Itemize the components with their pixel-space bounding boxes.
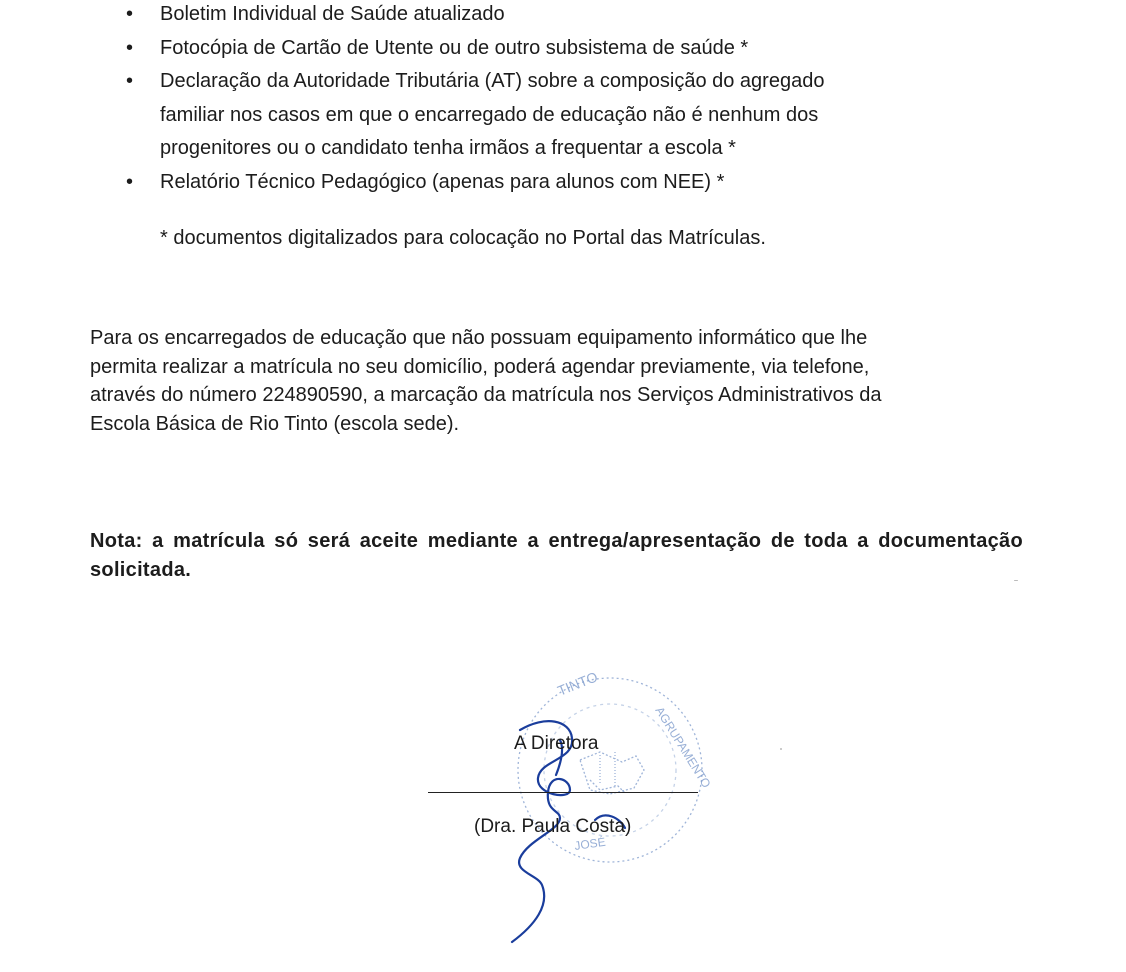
bullet-item (120, 65, 1000, 166)
bullet-text-line: familiar nos casos em que o encarregado de educação não é nenhum dos (160, 103, 819, 126)
paragraph-line: Para os encarregados de educação que não possuam equipamento informático que lhe (90, 327, 868, 349)
bullet-text-line: progenitores ou o candidato tenha irmãos a frequentar a escola * (160, 137, 736, 159)
bullet-marker: • (126, 170, 134, 193)
bullet-marker: • (126, 36, 134, 59)
bullet-text-line: Declaração da Autoridade Tributária (AT) sobre a composição do agregado (160, 70, 825, 92)
bullet-text: Boletim Individual de Saúde atualizado (160, 3, 505, 25)
document-bullet-list (120, 0, 1000, 199)
scan-speck (780, 748, 782, 750)
bullet-item (120, 166, 1000, 200)
paragraph-line: permita realizar a matrícula no seu domicílio, poderá agendar previamente, via telefone, (90, 355, 870, 378)
signatory-title: A Diretora (514, 733, 599, 754)
scan-speck (1014, 580, 1018, 581)
signatory-name: (Dra. Paula Costa) (474, 816, 632, 837)
info-paragraph (90, 324, 1020, 438)
bullet-item (120, 0, 1000, 32)
signature-block (420, 660, 720, 960)
bullet-marker: • (126, 70, 134, 92)
paragraph-line: Escola Básica de Rio Tinto (escola sede). (90, 412, 460, 435)
bullet-marker: • (126, 3, 134, 25)
official-stamp-icon (420, 660, 720, 960)
footnote: * documentos digitalizados para colocação no Portal das Matrículas. (160, 227, 766, 249)
stamp-lettering: AGRUPAMENTO (652, 704, 714, 791)
bullet-item (120, 32, 1000, 66)
bullet-text: Relatório Técnico Pedagógico (apenas para alunos com NEE) * (160, 170, 725, 193)
stamp-lettering: JOSÉ (573, 834, 607, 853)
bullet-text: Fotocópia de Cartão de Utente ou de outro subsistema de saúde * (160, 36, 749, 59)
important-note: Nota: a matrícula só será aceite mediante a entrega/apresentação de toda a documentação solicitada. (90, 530, 1023, 581)
paragraph-line: através do número 224890590, a marcação da matrícula nos Serviços Administrativos da (90, 384, 882, 406)
signature-line (428, 792, 698, 793)
stamp-lettering: TINTO (555, 668, 600, 699)
